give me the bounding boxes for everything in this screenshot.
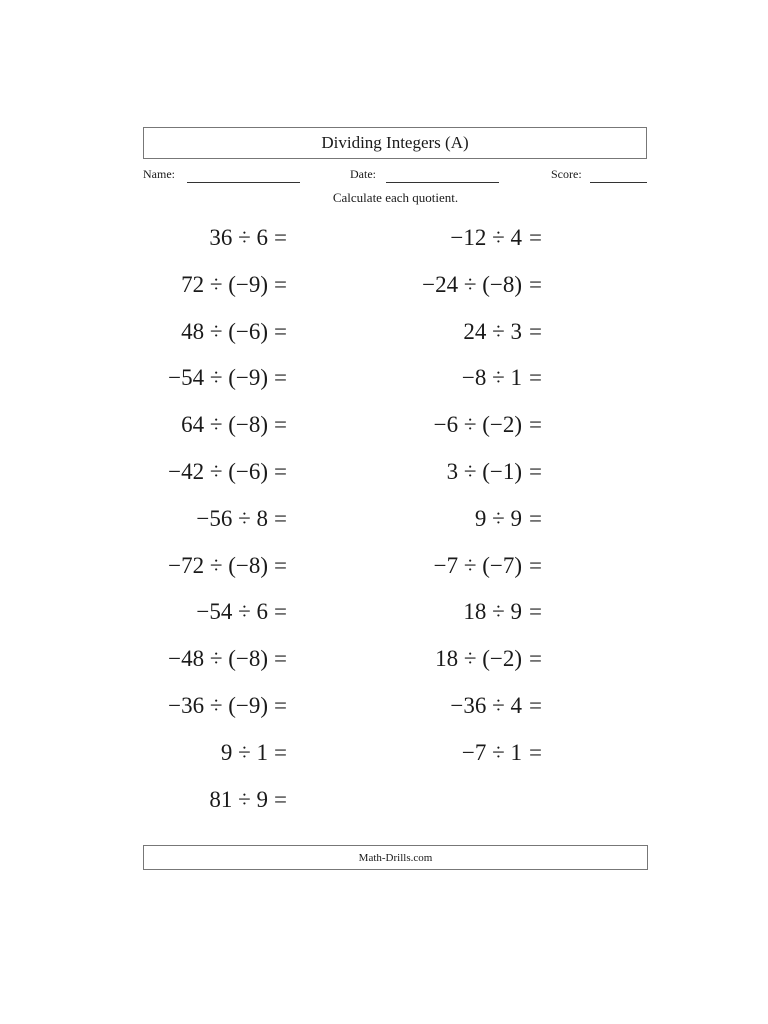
equals-sign: = [274, 693, 287, 718]
instructions: Calculate each quotient. [332, 190, 459, 205]
problem-expression: 9 ÷ 1 [220, 740, 268, 765]
equals-sign: = [529, 693, 542, 718]
equals-sign: = [274, 365, 287, 390]
problem-left-10 [68, 644, 268, 674]
equals-sign: = [529, 365, 542, 390]
equals-sign: = [274, 599, 287, 624]
problem-left-8 [68, 551, 268, 581]
name-label: Name: [143, 167, 175, 181]
equals-sign: = [529, 599, 542, 624]
problem-expression: −36 ÷ (−9) [168, 693, 268, 718]
problem-right-1 [322, 223, 522, 253]
problem-expression: 48 ÷ (−6) [181, 319, 268, 344]
problem-left-2 [68, 270, 268, 300]
problem-left-9 [68, 597, 268, 627]
problem-expression: 18 ÷ 9 [463, 599, 522, 624]
problem-left-1 [68, 223, 268, 253]
equals-sign: = [529, 553, 542, 578]
equals-sign: = [529, 225, 542, 250]
problem-expression: −12 ÷ 4 [450, 225, 522, 250]
equals-sign: = [529, 646, 542, 671]
equals-sign: = [529, 459, 542, 484]
equals-sign: = [529, 272, 542, 297]
date-label: Date: [350, 167, 376, 181]
student-info-row [143, 167, 648, 187]
problem-right-11 [322, 691, 522, 721]
date-field[interactable] [386, 182, 499, 183]
problem-expression: 72 ÷ (−9) [181, 272, 268, 297]
equals-sign: = [274, 459, 287, 484]
equals-sign: = [529, 740, 542, 765]
problem-right-12 [322, 738, 522, 768]
problem-left-13 [68, 785, 268, 815]
problem-expression: 3 ÷ (−1) [446, 459, 522, 484]
problem-expression: 9 ÷ 9 [474, 506, 522, 531]
problem-right-7 [322, 504, 522, 534]
equals-sign: = [274, 225, 287, 250]
problem-expression: −24 ÷ (−8) [422, 272, 522, 297]
footer-box [143, 845, 648, 870]
problem-expression: 24 ÷ 3 [463, 319, 522, 344]
equals-sign: = [274, 646, 287, 671]
equals-sign: = [274, 319, 287, 344]
equals-sign: = [274, 272, 287, 297]
equals-sign: = [274, 412, 287, 437]
problem-expression: −54 ÷ 6 [196, 599, 268, 624]
problem-right-8 [322, 551, 522, 581]
problem-left-4 [68, 363, 268, 393]
equals-sign: = [529, 506, 542, 531]
problem-expression: −54 ÷ (−9) [168, 365, 268, 390]
equals-sign: = [274, 553, 287, 578]
problem-expression: −7 ÷ (−7) [433, 553, 522, 578]
problem-expression: −8 ÷ 1 [461, 365, 522, 390]
problem-expression: 36 ÷ 6 [209, 225, 268, 250]
equals-sign: = [529, 319, 542, 344]
score-label: Score: [551, 167, 582, 181]
problem-left-5 [68, 410, 268, 440]
problem-right-5 [322, 410, 522, 440]
problem-left-6 [68, 457, 268, 487]
problem-left-7 [68, 504, 268, 534]
equals-sign: = [274, 787, 287, 812]
problem-right-2 [322, 270, 522, 300]
equals-sign: = [274, 506, 287, 531]
problem-right-4 [322, 363, 522, 393]
problem-left-11 [68, 691, 268, 721]
equals-sign: = [274, 740, 287, 765]
score-field[interactable] [590, 182, 647, 183]
problem-expression: −56 ÷ 8 [196, 506, 268, 531]
problem-right-3 [322, 317, 522, 347]
worksheet-title: Dividing Integers (A) [321, 133, 469, 152]
worksheet-title-box [143, 127, 647, 159]
problem-right-9 [322, 597, 522, 627]
name-field[interactable] [187, 182, 300, 183]
problem-expression: −6 ÷ (−2) [433, 412, 522, 437]
footer-text: Math-Drills.com [358, 851, 433, 864]
problem-expression: 81 ÷ 9 [209, 787, 268, 812]
problem-expression: 18 ÷ (−2) [435, 646, 522, 671]
problem-expression: −42 ÷ (−6) [168, 459, 268, 484]
problem-left-12 [68, 738, 268, 768]
equals-sign: = [529, 412, 542, 437]
problem-right-6 [322, 457, 522, 487]
problem-left-3 [68, 317, 268, 347]
problem-expression: −7 ÷ 1 [461, 740, 522, 765]
problem-right-10 [322, 644, 522, 674]
problem-expression: 64 ÷ (−8) [181, 412, 268, 437]
problem-expression: −36 ÷ 4 [450, 693, 522, 718]
problem-expression: −48 ÷ (−8) [168, 646, 268, 671]
problem-expression: −72 ÷ (−8) [168, 553, 268, 578]
